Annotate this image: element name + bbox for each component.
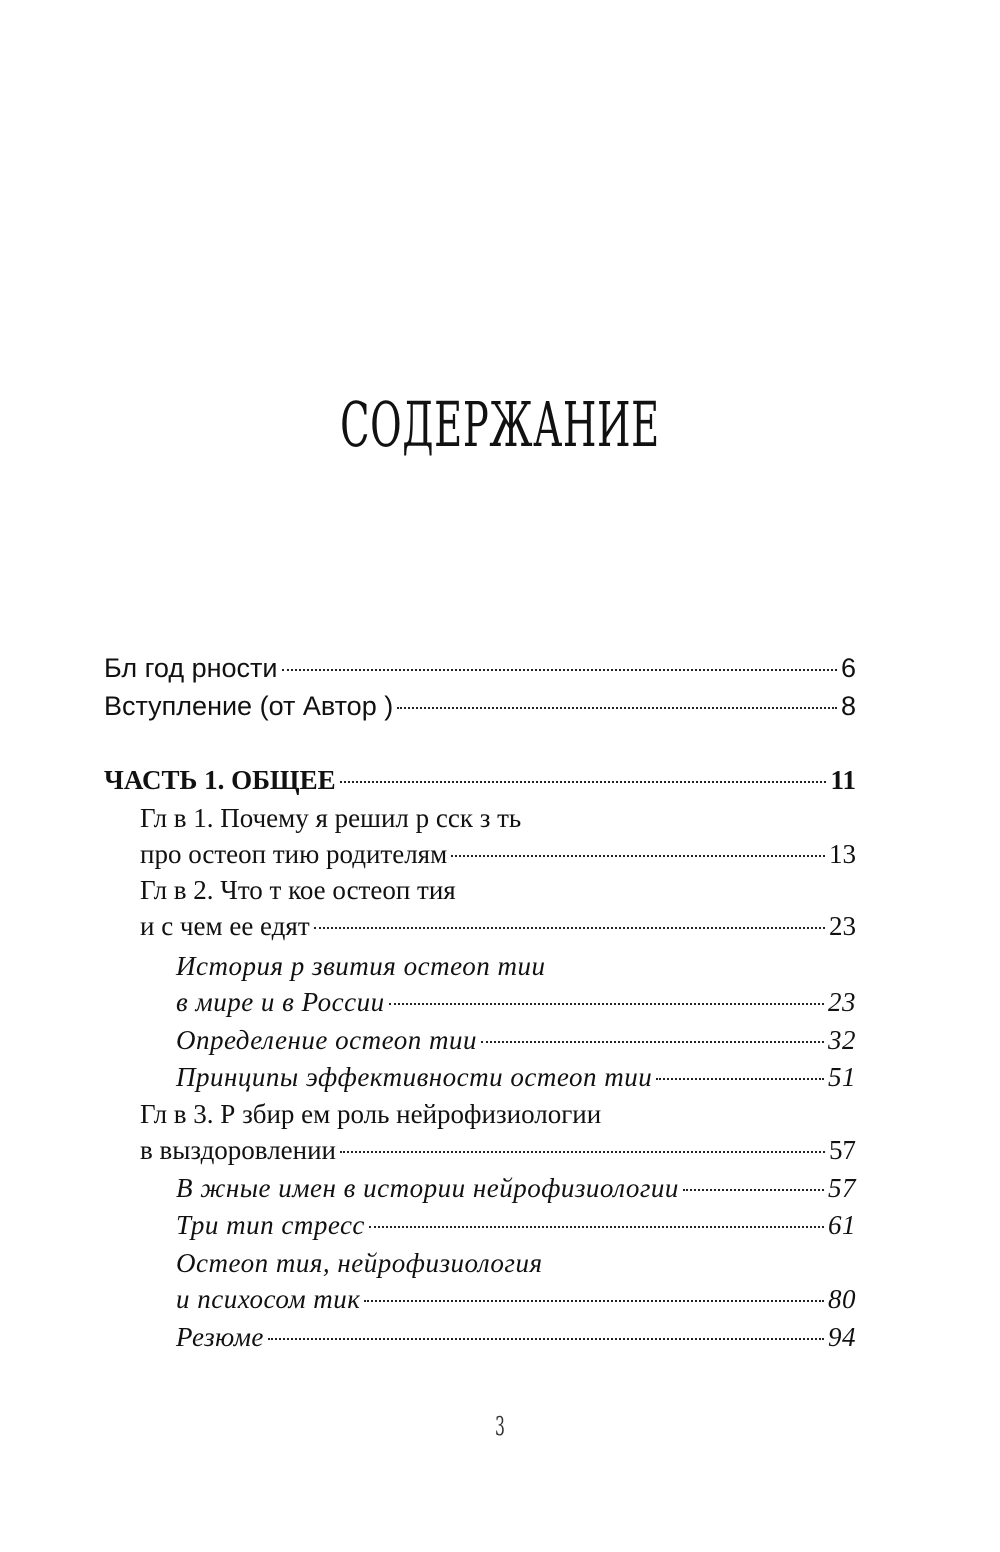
toc-page-number: 23 [829,911,856,941]
toc-page-number: 13 [829,839,856,869]
toc-entry-section-important-names[interactable] [104,1170,856,1206]
toc-entry-last-line [104,1132,856,1168]
dot-leader [683,1189,824,1191]
dot-leader [314,927,825,929]
toc-entry-title-line1: Гл в 2. Что т кое остеоп тия [140,875,456,905]
toc-page-number: 94 [828,1322,856,1352]
dot-leader [369,1226,824,1228]
toc-entry-section-psychosomatics[interactable] [104,1245,856,1317]
toc-entry-title-line2: про остеоп тию родителям [140,839,448,869]
toc-entry-title-line1: Гл в 3. Р збир ем роль нейрофизиологии [140,1099,602,1129]
toc-entry-chapter-3[interactable] [104,1096,856,1168]
toc-entry-last-line [104,836,856,872]
toc-entry-last-line [104,1281,856,1317]
toc-page-number: 80 [828,1284,856,1314]
toc-entry-section-summary[interactable] [104,1319,856,1355]
toc-entry-title-line2: и с чем ее едят [140,911,310,941]
toc-entry-title: Резюме [176,1322,264,1352]
page-title: СОДЕРЖАНИЕ [340,388,660,461]
dot-leader [451,855,825,857]
dot-leader [397,707,837,709]
dot-leader [389,1003,824,1005]
toc-entry-title: В жные имен в истории нейрофизиологии [176,1173,679,1203]
toc-entry-title-line1: Остеоп тия, нейрофизиология [176,1248,543,1278]
dot-leader [282,669,837,671]
toc-page-number: 23 [828,987,856,1017]
toc-entry-part-1[interactable] [104,762,856,798]
toc-entry-title: Вступление (от Автор ) [104,691,394,721]
toc-page-number: 57 [829,1135,856,1165]
toc-entry-title: Определение остеоп тии [176,1025,478,1055]
toc-entry-title-line1: История р звития остеоп тии [176,951,546,981]
toc-entry-last-line [104,908,856,944]
toc-page-number: 8 [840,691,856,721]
dot-leader [340,1151,825,1153]
toc-entry-title: ЧАСТЬ 1. ОБЩЕЕ [104,765,336,795]
toc-entry-acknowledgements[interactable] [104,650,856,686]
toc-entry-section-definition[interactable] [104,1022,856,1058]
toc-entry-title: Три тип стресс [176,1210,365,1240]
toc-entry-chapter-1[interactable] [104,800,856,872]
toc-entry-chapter-2[interactable] [104,872,856,944]
toc-page-number: 6 [840,653,856,683]
toc-entry-title: Бл год рности [104,653,278,683]
toc-entry-last-line [104,984,856,1020]
toc-entry-section-history[interactable] [104,948,856,1020]
toc-entry-section-principles[interactable] [104,1059,856,1095]
toc-page-number: 51 [828,1062,856,1092]
dot-leader [340,781,827,783]
toc-page-number: 57 [828,1173,856,1203]
toc-entry-introduction[interactable] [104,688,856,724]
toc-entry-title-line1: Гл в 1. Почему я решил р сск з ть [140,803,522,833]
toc-entry-title-line2: в мире и в России [176,987,385,1017]
dot-leader [268,1338,824,1340]
toc-entry-title: Принципы эффективности остеоп тии [176,1062,653,1092]
toc-page-number: 11 [830,765,856,795]
page-number: 3 [495,1412,505,1442]
dot-leader [364,1300,824,1302]
toc-page-number: 61 [828,1210,856,1240]
dot-leader [656,1078,824,1080]
toc-entry-title-line2: в выздоровлении [140,1135,337,1165]
toc-entry-title-line2: и психосом тик [176,1284,361,1314]
toc-page-number: 32 [828,1025,856,1055]
dot-leader [481,1041,824,1043]
toc-entry-section-stress-types[interactable] [104,1207,856,1243]
